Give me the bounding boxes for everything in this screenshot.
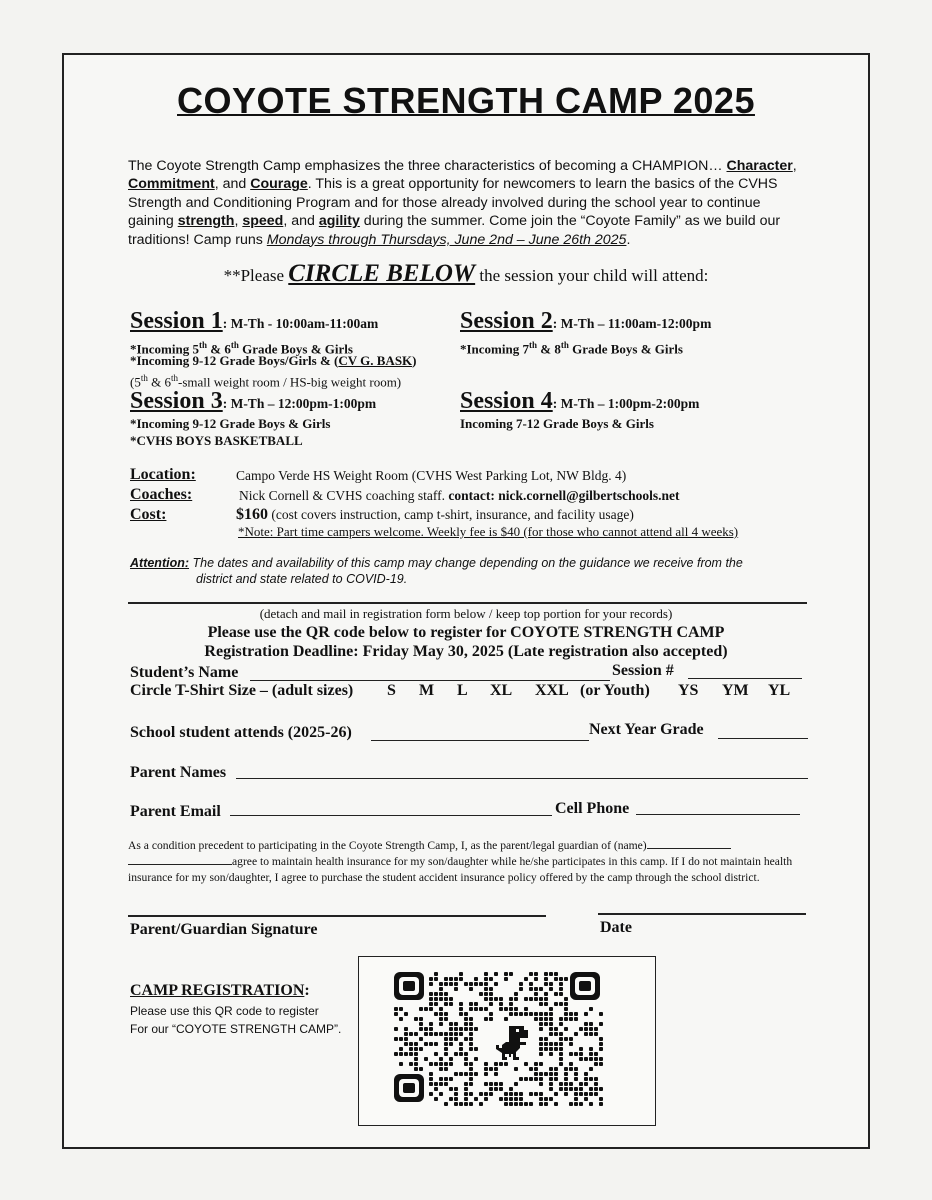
size-ys[interactable]: YS xyxy=(678,682,699,699)
page-title: COYOTE STRENGTH CAMP 2025 xyxy=(177,80,755,121)
signature-line[interactable] xyxy=(128,915,546,917)
circle-instruction: **Please CIRCLE BELOW the session your child will attend: xyxy=(223,260,709,287)
camp-registration-heading: CAMP REGISTRATION: xyxy=(130,982,310,999)
courage-word: Courage xyxy=(250,176,308,193)
size-s[interactable]: S xyxy=(387,682,396,699)
speed-word: speed xyxy=(242,213,284,230)
session-number-label: Session # xyxy=(612,662,674,679)
contact-email: contact: nick.cornell@gilbertschools.net xyxy=(448,488,680,503)
session-3-heading[interactable]: Session 3: M-Th – 12:00pm-1:00pm xyxy=(130,388,377,414)
session-1-line-1: *Incoming 5th & 6th Grade Boys & Girls xyxy=(130,340,353,357)
cost-value: $160 (cost covers instruction, camp t-shirt, insurance, and facility usage) xyxy=(236,506,634,523)
guardian-name-field-2[interactable] xyxy=(128,854,232,865)
cell-phone-field[interactable] xyxy=(636,800,800,815)
signature-label: Parent/Guardian Signature xyxy=(130,921,318,938)
cost-label: Cost: xyxy=(130,506,167,523)
qr-finder-top-right xyxy=(570,972,600,1000)
location-label: Location: xyxy=(130,466,196,483)
agility-word: agility xyxy=(318,213,360,230)
session-3-line-2: *CVHS BOYS BASKETBALL xyxy=(130,433,303,448)
camp-dates: Mondays through Thursdays, June 2nd – June 26th 2025 xyxy=(266,231,627,248)
size-xxl[interactable]: XXL xyxy=(535,682,569,699)
session-1-heading[interactable]: Session 1: M-Th - 10:00am-11:00am xyxy=(130,308,379,334)
qr-code[interactable] xyxy=(358,956,656,1126)
session-1-line-2: *Incoming 9-12 Grade Boys/Girls & (CV G. BASK) xyxy=(130,353,417,368)
session-2-heading[interactable]: Session 2: M-Th – 11:00am-12:00pm xyxy=(460,308,712,334)
detach-instruction: (detach and mail in registration form below / keep top portion for your records) xyxy=(259,606,673,621)
session-4-line-1: Incoming 7-12 Grade Boys & Girls xyxy=(460,416,654,431)
next-year-grade-field[interactable] xyxy=(718,724,808,739)
size-yl[interactable]: YL xyxy=(768,682,791,699)
next-year-grade-label: Next Year Grade xyxy=(589,721,704,738)
detach-line xyxy=(128,602,807,604)
parent-names-label: Parent Names xyxy=(130,764,227,781)
insurance-condition: As a condition precedent to participating in the Coyote Strength Camp, I, as the parent/legal guardian of (name) agree to maintain health insurance for my son/daughter while he/she participates in this camp. If I do not maintain health insurance for my son/daughter, I agree to purchase the student accident insurance policy offered by the camp through the school district. xyxy=(128,839,793,884)
strength-word: strength xyxy=(177,213,235,230)
coaches-value: Nick Cornell & CVHS coaching staff. contact: nick.cornell@gilbertschools.net xyxy=(239,488,680,503)
intro-paragraph: The Coyote Strength Camp emphasizes the three characteristics of becoming a CHAMPION… Character, Commitment, and Courage. This is a great opportunity for newcomers to learn the basics of the CVHS Strength and Conditioning Program and for those already involved during the school year to continue gaining strength, speed, and agility during the summer. Come join the “Coyote Family” as we build our traditions! Camp runs Mondays through Thursdays, June 2nd – June 26th 2025. xyxy=(128,158,797,248)
cell-phone-label: Cell Phone xyxy=(555,800,630,817)
part-time-note: *Note: Part time campers welcome. Weekly fee is $40 (for those who cannot attend all 4 weeks) xyxy=(238,524,739,539)
character-word: Character xyxy=(726,158,793,174)
size-m[interactable]: M xyxy=(419,682,435,699)
session-3-line-1: *Incoming 9-12 Grade Boys & Girls xyxy=(130,416,331,431)
location-value: Campo Verde HS Weight Room (CVHS West Parking Lot, NW Bldg. 4) xyxy=(236,468,627,483)
student-name-label: Student’s Name xyxy=(130,664,239,681)
youth-sizes-note: (or Youth) xyxy=(580,682,650,699)
qr-code-frame xyxy=(358,956,656,1126)
coaches-label: Coaches: xyxy=(130,486,193,503)
session-2-line-1: *Incoming 7th & 8th Grade Boys & Girls xyxy=(460,340,683,357)
session-4-heading[interactable]: Session 4: M-Th – 1:00pm-2:00pm xyxy=(460,388,700,414)
size-ym[interactable]: YM xyxy=(722,682,749,699)
date-label: Date xyxy=(600,919,632,936)
session-number-field[interactable] xyxy=(688,664,802,679)
student-name-field[interactable] xyxy=(250,666,610,681)
tshirt-size-label: Circle T-Shirt Size – (adult sizes) xyxy=(130,682,354,699)
parent-email-label: Parent Email xyxy=(130,803,221,820)
attention-line-1: Attention: The dates and availability of this camp may change depending on the guidance we receive from the xyxy=(130,556,743,570)
school-label: School student attends (2025-26) xyxy=(130,724,352,741)
parent-names-field[interactable] xyxy=(236,764,808,779)
size-xl[interactable]: XL xyxy=(490,682,513,699)
commitment-word: Commitment xyxy=(128,176,215,193)
registration-line-1: Please use this QR code to register xyxy=(130,1004,319,1018)
qr-finder-top-left xyxy=(394,972,424,1000)
dinosaur-icon xyxy=(482,1022,534,1060)
parent-email-field[interactable] xyxy=(230,801,552,816)
guardian-name-field-1[interactable] xyxy=(647,838,731,849)
date-line[interactable] xyxy=(598,913,806,915)
qr-finder-bottom-left xyxy=(394,1074,424,1102)
registration-deadline: Registration Deadline: Friday May 30, 2025 (Late registration also accepted) xyxy=(204,643,728,660)
attention-line-2: district and state related to COVID-19. xyxy=(196,572,408,586)
registration-line-2: For our “COYOTE STRENGTH CAMP”. xyxy=(130,1022,342,1036)
school-field[interactable] xyxy=(371,726,589,741)
size-l[interactable]: L xyxy=(457,682,468,699)
session-1-line-3: (5th & 6th-small weight room / HS-big weight room) xyxy=(130,373,402,390)
qr-register-line: Please use the QR code below to register for COYOTE STRENGTH CAMP xyxy=(207,624,725,641)
